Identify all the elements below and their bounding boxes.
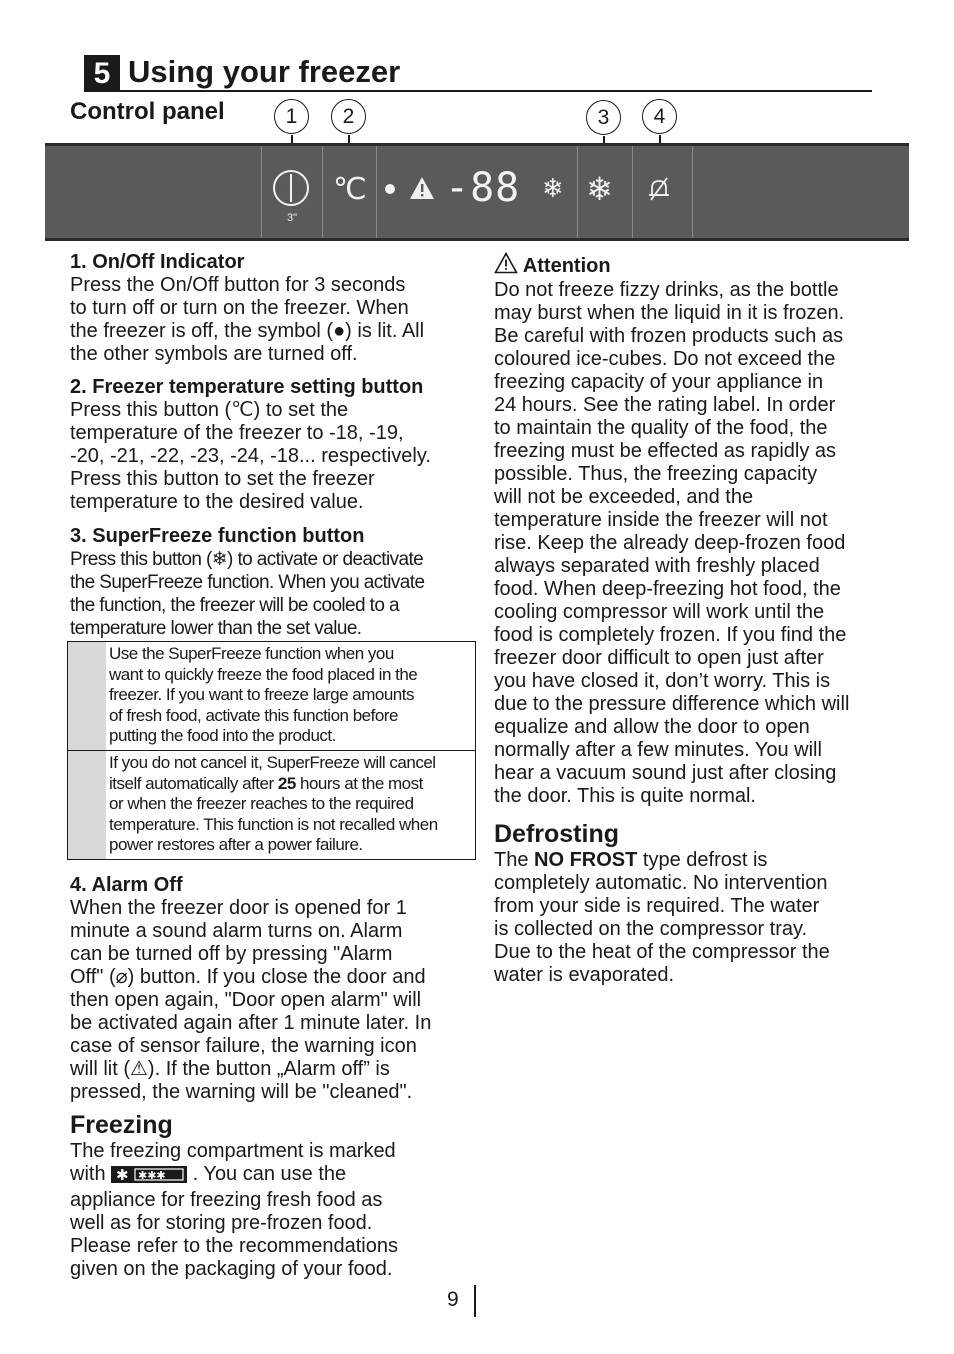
freezing-line: Please refer to the recommendations [70, 1235, 398, 1257]
note-line: If you do not cancel it, SuperFreeze will cancel [109, 753, 436, 772]
item-line: When the freezer door is opened for 1 [70, 897, 407, 919]
item-line: temperature to the desired value. [70, 491, 364, 513]
freezing-line: appliance for freezing fresh food as [70, 1189, 383, 1211]
note-line: of fresh food, activate this function before [109, 705, 398, 725]
item-heading: 3. SuperFreeze function button [70, 525, 365, 547]
attention-line: to maintain the quality of the food, the [494, 417, 828, 439]
attention-line: temperature inside the freezer will not [494, 509, 828, 531]
item-temperature [70, 375, 480, 514]
attention-line: food. When deep-freezing hot food, the [494, 578, 841, 600]
item-heading: 2. Freezer temperature setting button [70, 376, 424, 398]
warning-icon [409, 176, 435, 200]
callout-1: 1 [274, 99, 309, 134]
callout-2: 2 [331, 99, 366, 134]
four-star-freezer-icon [111, 1166, 187, 1189]
onoff-hold-label: 3" [287, 212, 298, 224]
note-line: or when the freezer reaches to the required [109, 794, 414, 813]
defrosting-heading: Defrosting [494, 820, 619, 848]
panel-divider [322, 146, 323, 238]
attention-line: due to the pressure difference which will [494, 693, 850, 715]
control-panel-heading: Control panel [70, 98, 225, 125]
defrosting-line: from your side is required. The water [494, 895, 820, 917]
snowflake-icon: ❄ [586, 170, 613, 208]
onoff-indicator-dot [385, 184, 395, 194]
item-line: pressed, the warning will be "cleaned". [70, 1081, 413, 1103]
item-line: Press this button to set the freezer [70, 468, 375, 490]
callout-3: 3 [586, 100, 621, 135]
item-alarm-off [70, 873, 475, 1104]
item-line: then open again, "Door open alarm" will [70, 989, 422, 1011]
item-line: Off" (⌀) button. If you close the door and [70, 966, 426, 988]
item-line: the SuperFreeze function. When you activate [70, 572, 425, 593]
item-line: minute a sound alarm turns on. Alarm [70, 920, 403, 942]
defrosting-line: Due to the heat of the compressor the [494, 941, 830, 963]
svg-text:✱✱✱: ✱✱✱ [138, 1169, 166, 1182]
freezing-section [70, 1110, 470, 1281]
note-bar [68, 642, 106, 750]
callout-4: 4 [642, 99, 677, 134]
text-run: with [70, 1163, 112, 1185]
item-onoff [70, 250, 470, 366]
note-line: Use the SuperFreeze function when you [109, 644, 394, 663]
page-number-rule [474, 1285, 476, 1317]
attention-line: cooling compressor will work until the [494, 601, 825, 623]
freezing-heading: Freezing [70, 1111, 173, 1139]
attention-line: rise. Keep the already deep-frozen food [494, 532, 846, 554]
note-text [109, 753, 472, 856]
attention-line: freezing must be effected as rapidly as [494, 440, 837, 462]
note-text-run: hours at the most [295, 773, 423, 793]
attention-warning-icon [494, 252, 518, 274]
no-frost-label: NO FROST [534, 849, 638, 871]
attention-line: equalize and allow the door to open [494, 716, 810, 738]
temperature-button[interactable] [333, 173, 369, 207]
item-line: to turn off or turn on the freezer. When [70, 297, 409, 319]
note-line: power restores after a power failure. [109, 835, 363, 854]
temperature-display: -88 [445, 165, 521, 211]
svg-text:✱: ✱ [116, 1166, 129, 1183]
item-line: -20, -21, -22, -23, -24, -18... respectively. [70, 445, 431, 467]
attention-line: always separated with freshly placed [494, 555, 820, 577]
alarm-off-icon [646, 176, 672, 202]
defrosting-line: completely automatic. No intervention [494, 872, 828, 894]
attention-line: will not be exceeded, and the [494, 486, 754, 508]
note-line: putting the food into the product. [109, 726, 336, 745]
attention-line: the door. This is quite normal. [494, 785, 756, 807]
attention-line: hear a vacuum sound just after closing [494, 762, 837, 784]
onoff-button[interactable] [271, 168, 311, 208]
attention-line: possible. Thus, the freezing capacity [494, 463, 818, 485]
attention-line: coloured ice-cubes. Do not exceed the [494, 348, 836, 370]
panel-divider [376, 146, 377, 238]
item-line: case of sensor failure, the warning icon [70, 1035, 417, 1057]
superfreeze-button[interactable] [586, 171, 613, 207]
text-run: The [494, 849, 535, 871]
item-line: temperature of the freezer to -18, -19, [70, 422, 404, 444]
control-panel-strip [45, 143, 909, 241]
note-box [67, 641, 476, 751]
attention-line: may burst when the liquid in it is frozen. [494, 302, 845, 324]
attention-line: you have closed it, don’t worry. This is [494, 670, 831, 692]
defrosting-line: is collected on the compressor tray. [494, 918, 808, 940]
text-run: . You can use the [187, 1163, 347, 1185]
note-line [109, 774, 472, 795]
item-line: can be turned off by pressing "Alarm [70, 943, 393, 965]
section-title: Using your freezer [128, 54, 401, 89]
panel-divider [632, 146, 633, 238]
attention-line: freezer door difficult to open just after [494, 647, 824, 669]
panel-divider [577, 146, 578, 238]
celsius-icon: ℃ [333, 172, 367, 207]
panel-divider [692, 146, 693, 238]
attention-line: Do not freeze fizzy drinks, as the bottle [494, 279, 839, 301]
note-text-run: itself automatically after [109, 773, 278, 793]
attention-line: normally after a few minutes. You will [494, 739, 822, 761]
freezing-line: well as for storing pre-frozen food. [70, 1212, 373, 1234]
item-line: will lit (⚠). If the button „Alarm off” is [70, 1058, 390, 1080]
panel-divider [261, 146, 262, 238]
power-icon [271, 168, 311, 208]
item-line: Press this button (℃) to set the [70, 399, 349, 421]
note-line: want to quickly freeze the food placed in the [109, 664, 418, 684]
item-line: the other symbols are turned off. [70, 343, 358, 365]
attention-heading: Attention [522, 255, 611, 277]
item-line: be activated again after 1 minute later. In [70, 1012, 432, 1034]
note-line: temperature. This function is not recalled when [109, 814, 438, 834]
defrosting-line [494, 849, 884, 872]
freezing-line: given on the packaging of your food. [70, 1258, 393, 1280]
note-text [109, 644, 472, 747]
page-number: 9 [447, 1288, 459, 1311]
attention-heading-row [494, 252, 884, 279]
alarm-off-button[interactable] [646, 176, 672, 202]
freezing-line: The freezing compartment is marked [70, 1140, 396, 1162]
attention-line: Be careful with frozen products such as [494, 325, 844, 347]
section-number: 5 [84, 55, 120, 91]
item-heading: 4. Alarm Off [70, 874, 183, 896]
item-line: the freezer is off, the symbol (●) is lit. All [70, 320, 425, 342]
attention-line: freezing capacity of your appliance in [494, 371, 824, 393]
attention-line: food is completely frozen. If you find the [494, 624, 847, 646]
note-box [67, 750, 476, 860]
item-line: Press the On/Off button for 3 seconds [70, 274, 406, 296]
note-hours-value: 25 [277, 773, 296, 793]
note-line: freezer. If you want to freeze large amounts [109, 685, 414, 704]
item-superfreeze [70, 524, 480, 640]
title-rule [84, 90, 872, 92]
text-run: type defrost is [637, 849, 768, 871]
note-bar [68, 751, 106, 859]
defrosting-section [494, 819, 884, 987]
item-heading: 1. On/Off Indicator [70, 251, 245, 273]
freezing-line [70, 1163, 470, 1189]
item-line: Press this button (❄) to activate or deactivate [70, 549, 424, 570]
superfreeze-indicator-icon: ❄ [542, 174, 564, 204]
attention-section [494, 252, 884, 808]
attention-line: 24 hours. See the rating label. In order [494, 394, 836, 416]
item-line: the function, the freezer will be cooled to a [70, 595, 399, 616]
defrosting-line: water is evaporated. [494, 964, 675, 986]
item-line: temperature lower than the set value. [70, 618, 362, 639]
